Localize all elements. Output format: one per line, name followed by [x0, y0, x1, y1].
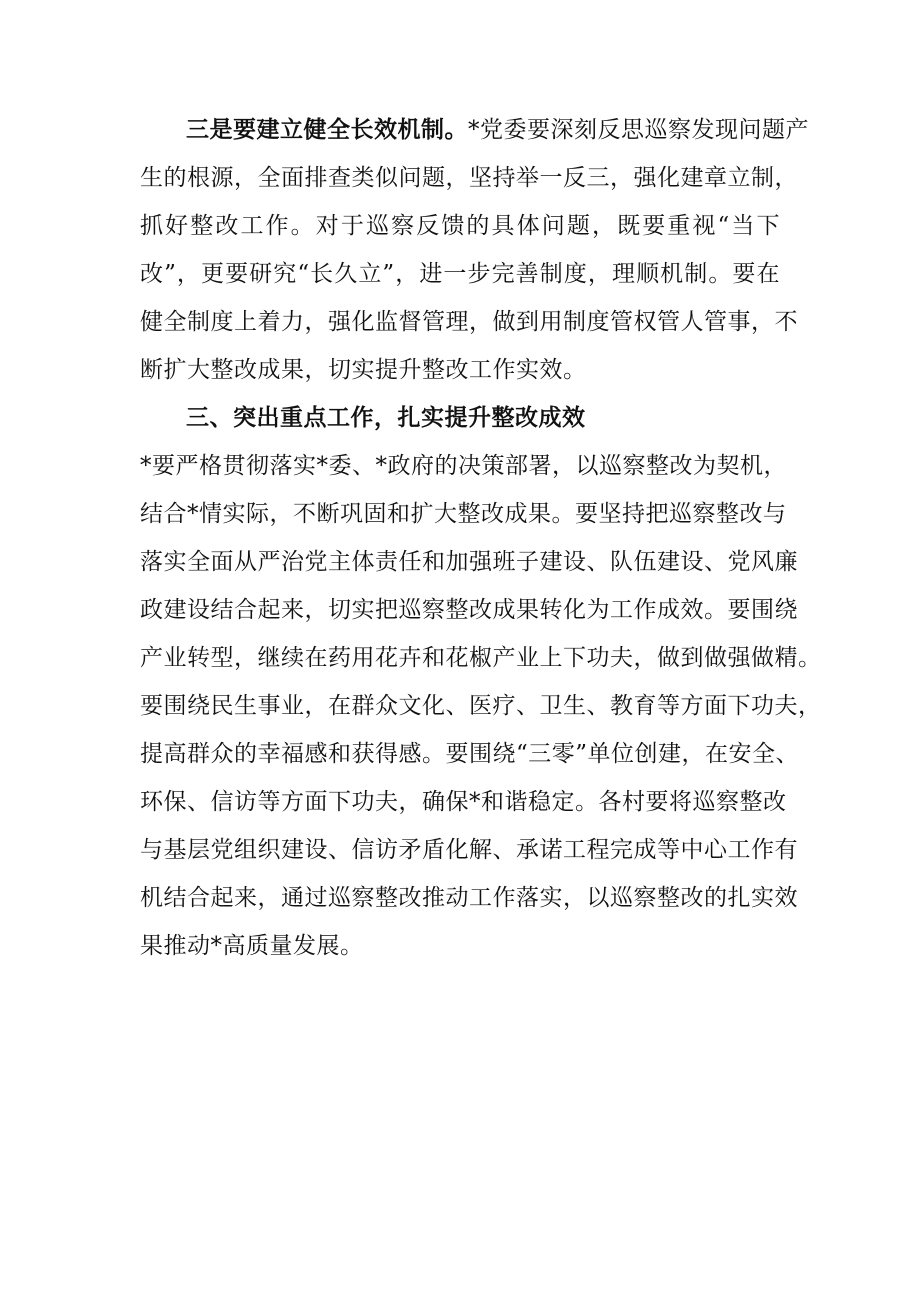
paragraph-2-line-11: 果推动*高质量发展。	[140, 933, 364, 959]
paragraph-1-line-6: 断扩大整改成果，切实提升整改工作实效。	[140, 357, 587, 383]
paragraph-2-line-2: 结合*情实际，不断巩固和扩大整改成果。要坚持把巡察整改与	[140, 501, 787, 527]
paragraph-2-line-9: 与基层党组织建设、信访矛盾化解、承诺工程完成等中心工作有	[140, 837, 798, 863]
paragraph-2-line-4: 政建设结合起来，切实把巡察整改成果转化为工作成效。要围绕	[140, 597, 798, 623]
paragraph-1-lead: 三是要建立健全长效机制。	[186, 117, 468, 143]
paragraph-2-line-1: *要严格贯彻落实*委、*政府的决策部署，以巡察整改为契机，	[140, 453, 787, 479]
paragraph-1-line-1-rest: *党委要深刻反思巡察发现问题产	[468, 117, 809, 143]
paragraph-1-line-2: 生的根源，全面排查类似问题，坚持举一反三，强化建章立制，	[140, 165, 798, 191]
paragraph-2-line-8: 环保、信访等方面下功夫，确保*和谐稳定。各村要将巡察整改	[140, 789, 787, 815]
paragraph-2-line-7: 提高群众的幸福感和获得感。要围绕“三零”单位创建，在安全、	[140, 741, 800, 767]
paragraph-1-line-3: 抓好整改工作。对于巡察反馈的具体问题，既要重视“当下	[140, 213, 780, 239]
paragraph-2-line-3: 落实全面从严治党主体责任和加强班子建设、队伍建设、党风廉	[140, 549, 798, 575]
paragraph-1-line-5: 健全制度上着力，强化监督管理，做到用制度管权管人管事，不	[140, 309, 798, 335]
paragraph-1-line-1	[186, 115, 809, 145]
paragraph-2-line-10: 机结合起来，通过巡察整改推动工作落实，以巡察整改的扎实效	[140, 885, 798, 911]
paragraph-2-line-5: 产业转型，继续在药用花卉和花椒产业上下功夫，做到做强做精。	[140, 645, 822, 671]
section-heading: 三、突出重点工作，扎实提升整改成效	[186, 405, 586, 431]
paragraph-2-line-6: 要围绕民生事业，在群众文化、医疗、卫生、教育等方面下功夫，	[140, 693, 822, 719]
paragraph-1-line-4: 改”，更要研究“长久立”，进一步完善制度，理顺机制。要在	[140, 261, 780, 287]
